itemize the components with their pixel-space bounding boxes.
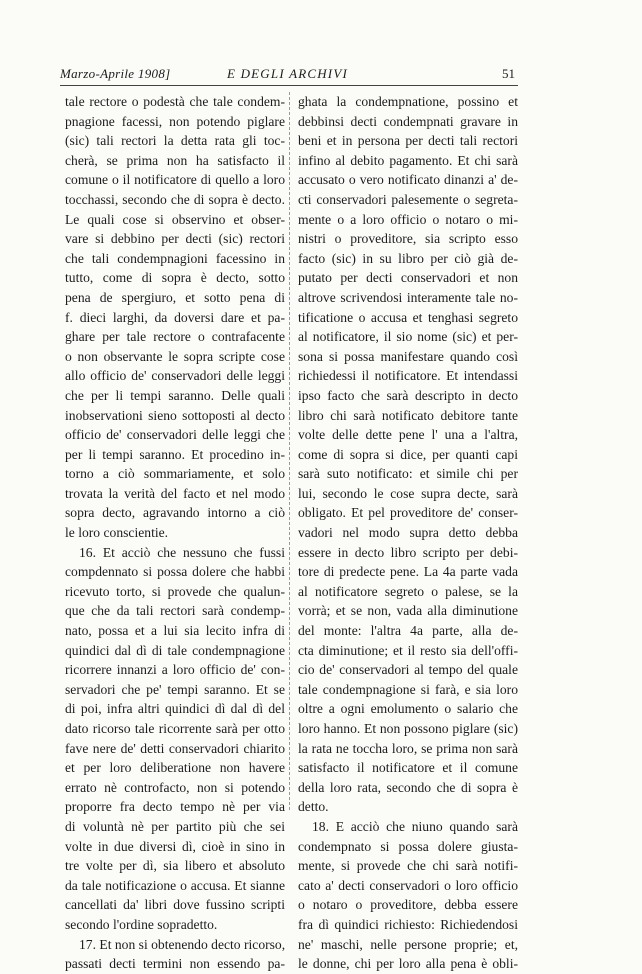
text-line: della loro rata, secondo che di sopra è <box>298 779 518 795</box>
text-line: di voluntà nè per partito più che sei <box>65 818 285 834</box>
text-line: le donne, chi per loro alla pena è obli- <box>298 956 518 972</box>
text-line: oltre a ogni emolumento o salario che <box>298 701 518 717</box>
journal-title: E DEGLI ARCHIVI <box>226 66 349 81</box>
text-line: vorrà; et se non, vada alla diminutione <box>298 603 518 619</box>
text-line: o notaro o proveditore, debba essere <box>298 897 518 913</box>
text-line: torno a ciò sommariamente, et solo <box>65 466 285 482</box>
running-header <box>60 64 515 86</box>
text-line: cherà, se prima non ha satisfacto il <box>65 152 285 168</box>
text-line: compdennato si possa dolere che habbi <box>65 564 285 580</box>
text-line: la rata ne toccha loro, se prima non sarà <box>298 740 518 756</box>
right-column <box>298 92 518 974</box>
text-line: sarà suto notificato: et simile chi per <box>298 466 518 482</box>
text-line: 17. Et non si obtenendo decto ricorso, <box>79 936 286 952</box>
text-line: vadori nel modo supra detto debba <box>298 525 518 541</box>
column-divider <box>289 92 290 810</box>
text-line: ricevuto torto, si provede che qualun- <box>65 583 285 599</box>
text-line: pnagione facessi, non potendo piglare <box>65 113 285 129</box>
left-column <box>65 92 285 974</box>
text-line: tre volte per dì, sia libero et absoluto <box>65 858 285 874</box>
text-line: trovata la verità del facto et nel modo <box>65 485 285 501</box>
text-line: f. dieci larghi, da doversi dare et pa- <box>65 309 285 325</box>
text-line: (sic) tali rectori la detta rata gli toc- <box>65 133 285 149</box>
text-line: nistri o proveditore, sia scripto esso <box>298 231 518 247</box>
text-line: officio de' conservadori delle leggi che <box>65 427 285 443</box>
text-line: cta diminutione; et il resto sia dell'offi- <box>298 642 518 658</box>
text-line: tale condempnagione si farà, e sia loro <box>298 681 518 697</box>
text-line: ipso facto che sarà descripto in decto <box>298 387 518 403</box>
text-line: infino al debito pagamento. Et chi sarà <box>298 152 518 168</box>
text-line: inobservationi sieno sottoposti al decto <box>65 407 285 423</box>
text-line: del monte: l'altra 4a parte, alla de- <box>298 623 518 639</box>
text-line: errato nè controfacto, non si potendo <box>65 779 285 795</box>
text-line: servadori che pe' tempi saranno. Et se <box>65 681 285 697</box>
text-line: tocchassi, secondo che di sopra è decto. <box>65 191 285 207</box>
text-line: obligato. Et pel proveditore de' conser- <box>298 505 518 521</box>
text-line: detto. <box>298 799 329 815</box>
text-line: ghata la condempnatione, possino et <box>298 94 518 109</box>
text-line: volte in due diversi dì, cioè in sino in <box>65 838 285 854</box>
text-line: cio de' conservadori al tempo del quale <box>298 662 518 678</box>
text-line: quindici dal dì di tale condempnagione <box>65 642 285 658</box>
text-line: accusato o vero notificato dinanzi a' de- <box>298 172 518 188</box>
text-line: o non observante le sopra scripte cose <box>65 348 285 364</box>
text-line: tale rectore o podestà che tale condem- <box>65 94 285 109</box>
text-line: ne' maschi, nelle persone proprie; et, <box>298 936 518 952</box>
text-line: fave nere de' detti conservadori chiarito <box>65 740 285 756</box>
text-line: dato ricorso tale ricorrente sarà per otto <box>65 721 285 736</box>
text-line: richiedessi il notificatore. Et intendassi <box>298 368 518 384</box>
page-number: 51 <box>502 66 515 81</box>
text-line: tificatione o accusa et tenghasi segreto <box>298 309 518 325</box>
text-line: comune o il notificatore di quello a loro <box>65 172 285 188</box>
text-line: Le quali cose si observino et obser- <box>65 211 285 227</box>
text-line: libro chi sarà notificato debitore tante <box>298 407 518 423</box>
text-line: et per loro deliberatione non havere <box>65 760 285 776</box>
text-line: proporre fra decto tempo nè per via <box>65 799 285 815</box>
text-line: passati decti termini non essendo pa- <box>65 956 285 972</box>
text-line: cti conservadori palesemente o segreta- <box>298 191 518 207</box>
issue-date: Marzo-Aprile 1908] <box>60 66 171 81</box>
text-line: pena de spergiuro, et sotto pena di <box>65 289 285 305</box>
text-line: loro hanno. Et non possono piglare (sic) <box>298 721 518 736</box>
text-line: di poi, infra altri quindici dì dal dì del <box>65 701 285 717</box>
text-line: beni et in persona per decti tali rectori <box>298 133 518 149</box>
text-line: come di sopra si dice, per quanti capi <box>298 446 518 462</box>
text-line: essere in decto libro scripto per debi- <box>298 544 518 560</box>
text-line: fra dì quindici richiesto: Richiedendosi <box>298 916 518 932</box>
text-line: sona si possa manifestare quando così <box>298 348 518 364</box>
text-line: mente, si provede che chi sarà notifi- <box>298 858 518 874</box>
text-line: putato per decti conservadori et non <box>298 270 518 286</box>
text-line: allo officio de' conservadori delle leggi <box>65 368 285 384</box>
text-line: 16. Et acciò che nessuno che fussi <box>79 544 285 560</box>
text-line: che per li tempi saranno. Delle quali <box>65 387 285 403</box>
text-line: da tale notificazione o accusa. Et sianne <box>65 877 285 893</box>
text-line: lui, secondo le cose supra decte, sarà <box>298 485 518 501</box>
text-line: tore di predecte pene. La 4a parte vada <box>298 564 518 580</box>
text-line: per li tempi saranno. Et procedino in- <box>65 446 285 462</box>
text-line: facto (sic) in su libro per ciò già de- <box>298 250 518 266</box>
text-line: volte delle dette pene l' una a l'altra, <box>298 427 518 443</box>
text-line: vare si debbino per decti (sic) rectori <box>65 231 285 247</box>
text-line: ricorrere innanzi a loro officio de' con- <box>65 662 285 678</box>
text-line: cancellati da' libri dove fussino scripti <box>65 897 285 913</box>
text-line: che tali condempnagioni facessino in <box>65 250 285 266</box>
text-line: secondo l'ordine sopradetto. <box>65 916 218 932</box>
text-line: satisfacto il notificatore et il comune <box>298 760 518 776</box>
text-line: cato a' decti conservadori o loro officio <box>298 877 518 893</box>
text-line: que che da tali rectori sarà condemp- <box>65 603 285 619</box>
text-line: nato, possa et a lui sia lecito infra di <box>65 623 285 639</box>
text-line: al notificatore, il sio nome (sic) et per- <box>298 329 518 345</box>
text-line: condempnato si possa dolere giusta- <box>298 838 518 854</box>
text-line: ghare per tale rectore o contrafacente <box>65 329 285 345</box>
text-line: le loro conscientie. <box>65 525 169 541</box>
text-line: al notificatore segreto o palese, se la <box>298 583 518 599</box>
text-line: 18. E acciò che niuno quando sarà <box>312 818 518 834</box>
header-rule <box>60 85 518 86</box>
text-line: tutto, come di sopra è decto, sotto <box>65 270 285 286</box>
text-line: debbinsi decti condempnati gravare in <box>298 113 518 129</box>
text-line: altrove scrivendosi interamente tale no- <box>298 289 518 305</box>
text-line: mente o a loro officio o notaro o mi- <box>298 211 518 227</box>
text-line: sopra decto, agravando intorno a ciò <box>65 505 285 521</box>
